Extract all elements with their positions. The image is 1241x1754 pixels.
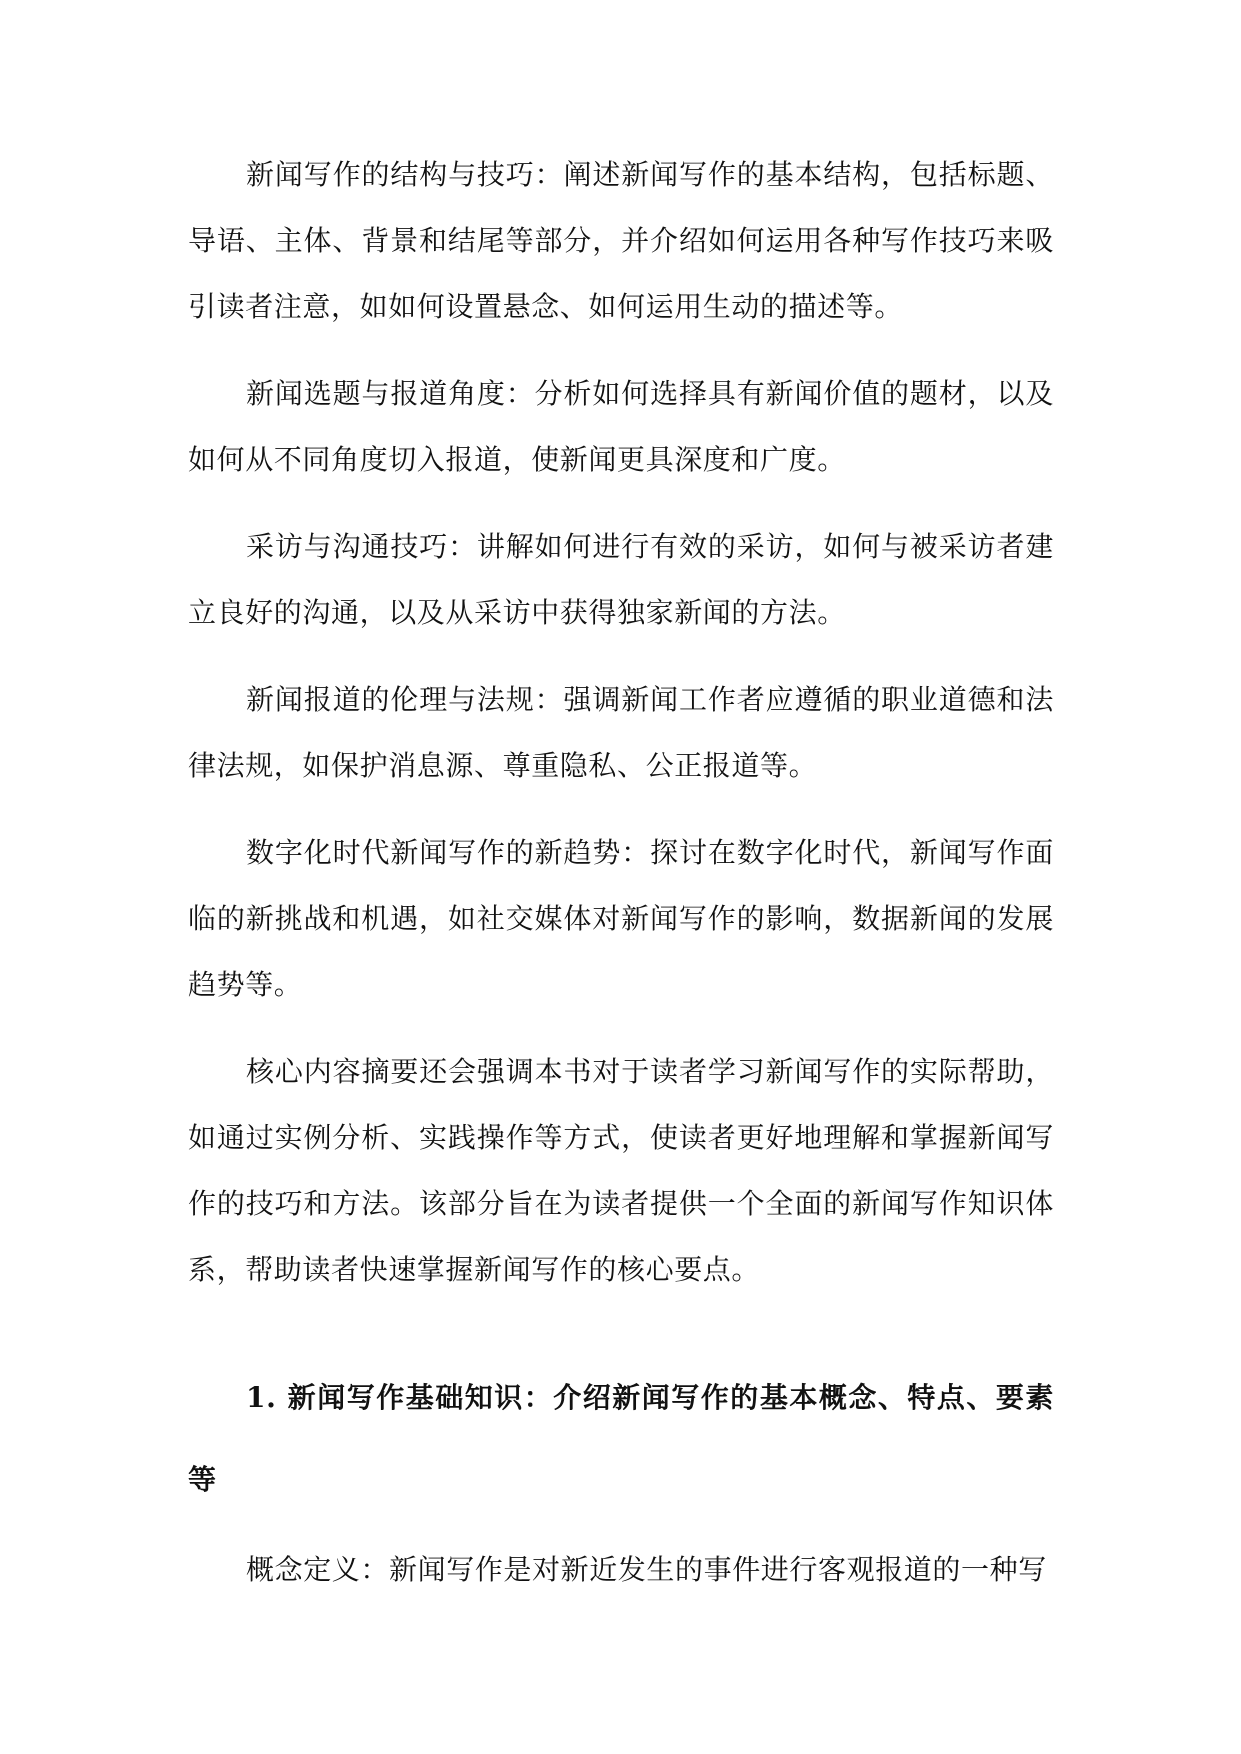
- document-body: [188, 142, 1054, 1603]
- paragraph-interview-skills: 采访与沟通技巧：讲解如何进行有效的采访，如何与被采访者建立良好的沟通，以及从采访中获得独家新闻的方法。: [188, 530, 1054, 629]
- paragraph-topic-selection: 新闻选题与报道角度：分析如何选择具有新闻价值的题材，以及如何从不同角度切入报道，使新闻更具深度和广度。: [188, 377, 1054, 476]
- section-heading: 1. 新闻写作基础知识：介绍新闻写作的基本概念、特点、要素等: [188, 1381, 1054, 1496]
- paragraph-digital-trends: 数字化时代新闻写作的新趋势：探讨在数字化时代，新闻写作面临的新挑战和机遇，如社交媒体对新闻写作的影响，数据新闻的发展趋势等。: [188, 836, 1054, 1001]
- paragraph-structure-techniques: 新闻写作的结构与技巧：阐述新闻写作的基本结构，包括标题、导语、主体、背景和结尾等部分，并介绍如何运用各种写作技巧来吸引读者注意，如如何设置悬念、如何运用生动的描述等。: [188, 158, 1054, 323]
- paragraph-summary: 核心内容摘要还会强调本书对于读者学习新闻写作的实际帮助，如通过实例分析、实践操作等方式，使读者更好地理解和掌握新闻写作的技巧和方法。该部分旨在为读者提供一个全面的新闻写作知识体系，帮助读者快速掌握新闻写作的核心要点。: [188, 1055, 1054, 1286]
- paragraph-concept-definition: 概念定义：新闻写作是对新近发生的事件进行客观报道的一种写: [246, 1553, 1047, 1586]
- paragraph-ethics-regulations: 新闻报道的伦理与法规：强调新闻工作者应遵循的职业道德和法律法规，如保护消息源、尊重隐私、公正报道等。: [188, 683, 1054, 782]
